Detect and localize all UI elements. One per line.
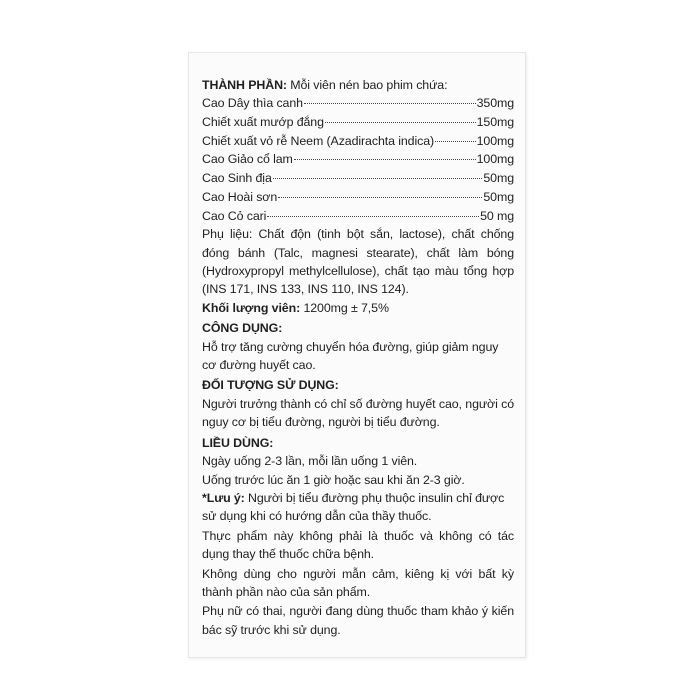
uses-heading: CÔNG DỤNG:: [202, 321, 283, 336]
excipients-text: Phụ liệu: Chất độn (tinh bột sắn, lactose), chất chống đóng bánh (Talc, magnesi stearate), chất làm bóng (Hydroxypropyl methylcellulose), chất tạo màu tổng hợp (INS 171, INS 133, INS 110, INS 124).: [202, 227, 514, 297]
ingredient-row: [202, 113, 514, 132]
ingredient-name: Cao Hoài sơn: [202, 189, 278, 204]
ingredient-row: [202, 169, 514, 188]
tablet-weight-value: 1200mg ± 7,5%: [300, 300, 389, 315]
dot-leader: [304, 103, 476, 104]
ingredient-amount: 50 mg: [480, 208, 514, 223]
dot-leader: [294, 159, 476, 160]
dot-leader: [267, 216, 479, 217]
dosage-note-text: Người bị tiểu đường phụ thuộc insulin chỉ được sử dụng khi có hướng dẫn của thầy thuốc.: [202, 490, 505, 524]
target-users-text: Người trưởng thành có chỉ số đường huyết cao, người có nguy cơ bị tiểu đường, người bị tiểu đường.: [202, 396, 514, 430]
dot-leader: [325, 122, 476, 123]
composition-heading: THÀNH PHẦN:: [202, 78, 287, 92]
target-users-heading: ĐỐI TƯỢNG SỬ DỤNG:: [202, 378, 339, 393]
ingredient-name: Cao Cỏ cari: [202, 208, 267, 223]
ingredient-amount: 350mg: [476, 96, 514, 111]
ingredient-row: [202, 150, 514, 169]
ingredient-amount: 150mg: [476, 115, 514, 130]
ingredient-name: Cao Sinh địa: [202, 171, 272, 186]
ingredient-name: Cao Giảo cổ lam: [202, 152, 293, 167]
dot-leader: [435, 141, 476, 142]
dot-leader: [273, 178, 483, 179]
dosage-heading: LIỀU DÙNG:: [202, 435, 274, 450]
dosage-note-label: *Lưu ý:: [202, 490, 245, 505]
ingredient-row: [202, 188, 514, 207]
ingredient-row: [202, 94, 514, 113]
dosage-line-2: Uống trước lúc ăn 1 giờ hoặc sau khi ăn 2-3 giờ.: [202, 472, 465, 487]
tablet-weight-label: Khối lượng viên:: [202, 300, 301, 315]
ingredient-list: [202, 94, 514, 225]
disclaimer-not-medicine: Thực phẩm này không phải là thuốc và không có tác dụng thay thế thuốc chữa bệnh.: [202, 528, 514, 562]
ingredient-amount: 100mg: [476, 152, 514, 167]
composition-intro: Mỗi viên nén bao phim chứa:: [286, 78, 448, 92]
ingredient-amount: 50mg: [483, 171, 514, 186]
ingredient-row: [202, 207, 514, 226]
label-text-block: [202, 76, 514, 639]
ingredient-row: [202, 132, 514, 151]
ingredient-amount: 100mg: [476, 133, 514, 148]
uses-text: Hỗ trợ tăng cường chuyển hóa đường, giúp giảm nguy cơ đường huyết cao.: [202, 339, 499, 373]
ingredient-name: Chiết xuất vỏ rễ Neem (Azadirachta indica): [202, 133, 435, 148]
dosage-note: [202, 489, 514, 526]
pregnancy-advice-text: Phụ nữ có thai, người đang dùng thuốc tham khảo ý kiến bác sỹ trước khi sử dụng.: [202, 604, 514, 637]
composition-header: [202, 76, 514, 94]
contraindication-text: Không dùng cho người mẫn cảm, kiêng kị với bất kỳ thành phần nào của sản phẩm.: [202, 566, 514, 599]
ingredient-amount: 50mg: [483, 189, 514, 204]
tablet-weight: [202, 299, 514, 317]
dot-leader: [278, 197, 482, 198]
ingredient-name: Cao Dây thìa canh: [202, 96, 303, 111]
ingredient-name: Chiết xuất mướp đắng: [202, 115, 324, 130]
dosage-line-1: Ngày uống 2-3 lần, mỗi lần uống 1 viên.: [202, 454, 418, 469]
